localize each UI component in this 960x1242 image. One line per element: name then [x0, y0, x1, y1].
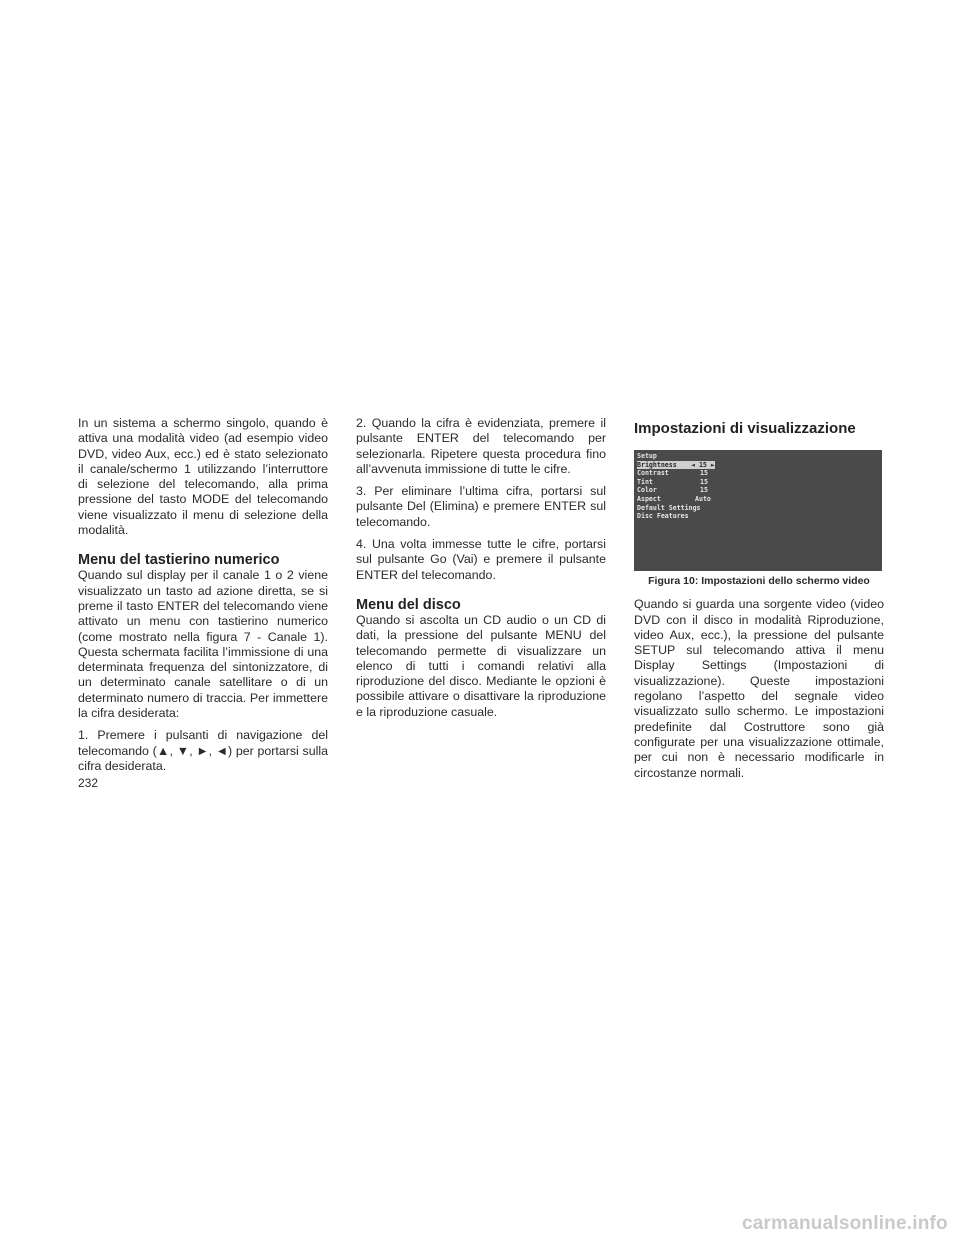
step-1: 1. Premere i pulsanti di navigazione del telecomando (▲, ▼, ►, ◄) per portarsi sulla cifra desiderata. [78, 728, 328, 773]
intro-paragraph: In un sistema a schermo singolo, quando è attiva una modalità video (ad esempio video DVD, video Aux, ecc.) ed è stato selezionato il canale/schermo 1 utilizzando l’interruttore di selezione del telecomando, alla prima pressione del tasto MODE del telecomando viene visualizzato il menu di selezione della modalità. [78, 416, 328, 538]
numeric-keypad-paragraph: Quando sul display per il canale 1 o 2 viene visualizzato un tasto ad azione diretta, se si preme il tasto ENTER del telecomando viene attivato un menu con tastierino numerico (come mostrato nella figura 7 - Canale 1). Questa schermata facilita l’immissione di una determinata frequenza del sintonizzatore, di un determinato canale satellitare o di un determinato numero di traccia. Per immettere la cifra desiderata: [78, 568, 328, 721]
heading-disc-menu: Menu del disco [356, 596, 461, 613]
heading-display-settings: Impostazioni di visualizzazione [634, 420, 856, 437]
disc-menu-paragraph: Quando si ascolta un CD audio o un CD di dati, la pressione del pulsante MENU del telecomando permette di visualizzare un elenco di tutti i comandi relativi alla riproduzione del disco. Mediante le opzioni è possibile attivare o disattivare la riproduzione e la riproduzione casuale. [356, 612, 606, 719]
setup-menu-title: Setup [637, 452, 657, 460]
setup-row-default-settings: Default Settings [637, 503, 701, 512]
page-number: 232 [78, 776, 99, 790]
column-middle [356, 416, 606, 727]
figure-setup-screen [634, 450, 882, 571]
heading-numeric-keypad-menu: Menu del tastierino numerico [78, 552, 280, 569]
setup-row-disc-features: Disc Features [637, 512, 689, 521]
setup-row-tint: Tint 15 [637, 477, 708, 486]
figure-caption: Figura 10: Impostazioni dello schermo video [648, 575, 870, 587]
display-settings-paragraph: Quando si guarda una sorgente video (video DVD con il disco in modalità Riproduzione, video Aux, ecc.), la pressione del pulsante SETUP sul telecomando attiva il menu Display Settings (Impostazioni di visualizzazione). Queste impostazioni regolano l’aspetto del segnale video visualizzato sullo schermo. Le impostazioni predefinite dal Costruttore sono già configurate per una visualizzazione ottimale, per cui non è necessario modificarle in circostanze normali. [634, 597, 884, 780]
setup-row-color: Color 15 [637, 486, 708, 495]
step-4: 4. Una volta immesse tutte le cifre, portarsi sul pulsante Go (Vai) e premere il pulsante ENTER del telecomando. [356, 537, 606, 582]
setup-menu [637, 452, 715, 521]
step-2: 2. Quando la cifra è evidenziata, premere il pulsante ENTER del telecomando per selezionarla. Ripetere questa procedura fino all’avvenuta immissione di tutte le cifre. [356, 416, 606, 476]
watermark: carmanualsonline.info [742, 1213, 948, 1234]
column-right [634, 416, 884, 788]
setup-row-aspect: Aspect Auto [637, 494, 711, 503]
step-3: 3. Per eliminare l’ultima cifra, portarsi sul pulsante Del (Elimina) e premere ENTER sul telecomando. [356, 484, 606, 529]
setup-row-brightness: Brightness ◄ 15 ► [637, 460, 715, 469]
setup-row-contrast: Contrast 15 [637, 469, 708, 478]
column-left [78, 416, 328, 781]
